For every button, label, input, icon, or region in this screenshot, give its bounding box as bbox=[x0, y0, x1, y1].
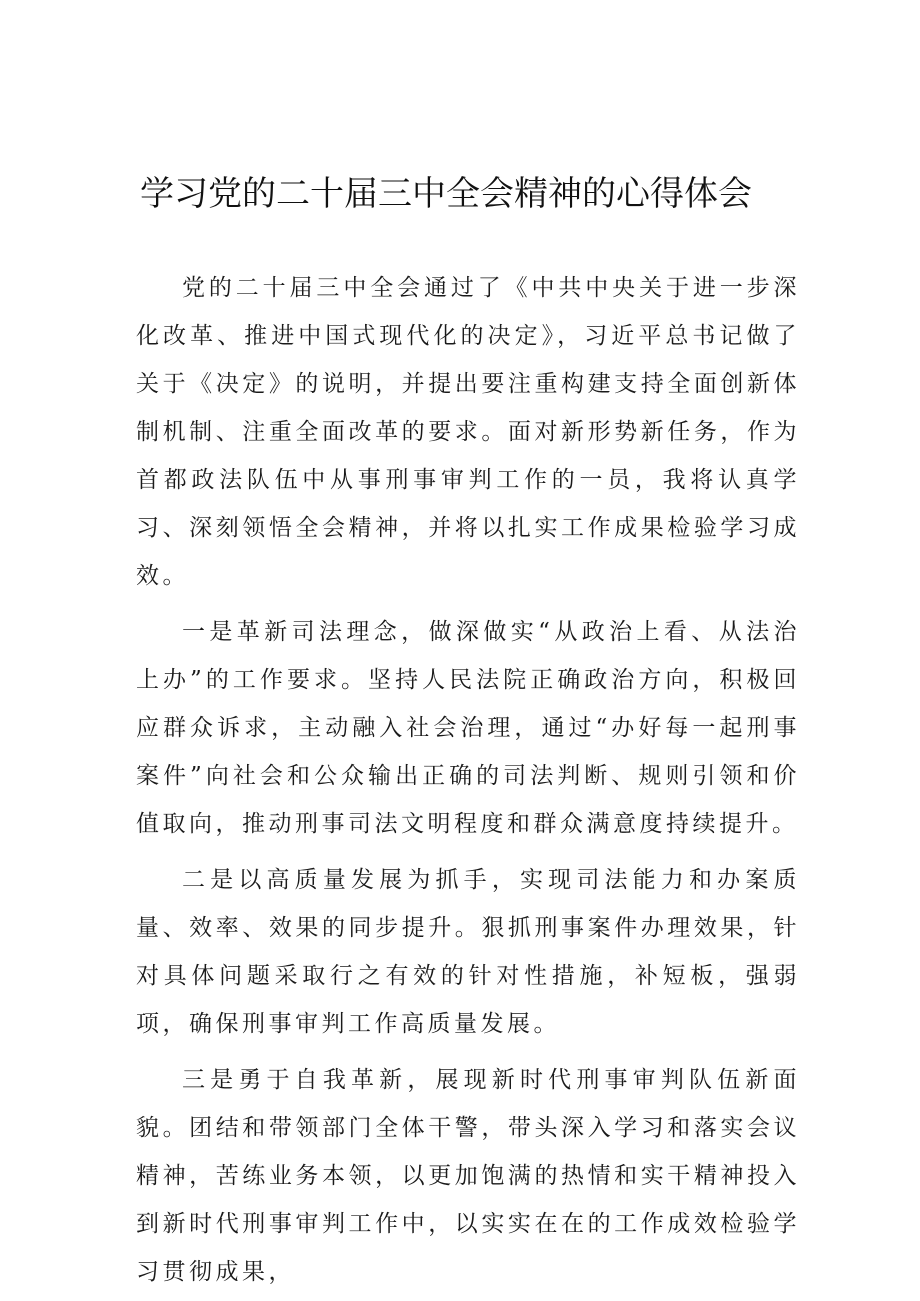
document-title: 学习党的二十届三中全会精神的心得体会 bbox=[140, 174, 752, 214]
paragraph-point-two: 二是以高质量发展为抓手，实现司法能力和办案质量、效率、效果的同步提升。狠抓刑事案件办理效果，针对具体问题采取行之有效的针对性措施，补短板，强弱项，确保刑事审判工作高质量发展。 bbox=[136, 867, 800, 1037]
paragraph-intro: 党的二十届三中全会通过了《中共中央关于进一步深化改革、推进中国式现代化的决定》，习近平总书记做了关于《决定》的说明，并提出要注重构建支持全面创新体制机制、注重全面改革的要求。面对新形势新任务，作为首都政法队伍中从事刑事审判工作的一员，我将认真学习、深刻领悟全会精神，并将以扎实工作成果检验学习成效。 bbox=[136, 275, 800, 589]
paragraph-point-three: 三是勇于自我革新，展现新时代刑事审判队伍新面貌。团结和带领部门全体干警，带头深入学习和落实会议精神，苦练业务本领，以更加饱满的热情和实干精神投入到新时代刑事审判工作中，以实实在在的工作成效检验学习贯彻成果， bbox=[136, 1067, 800, 1285]
paragraph-point-one: 一是革新司法理念，做深做实“从政治上看、从法治上办”的工作要求。坚持人民法院正确政治方向，积极回应群众诉求，主动融入社会治理，通过“办好每一起刑事案件”向社会和公众输出正确的司法判断、规则引领和价值取向，推动刑事司法文明程度和群众满意度持续提升。 bbox=[136, 619, 800, 837]
document-body bbox=[136, 264, 800, 1296]
